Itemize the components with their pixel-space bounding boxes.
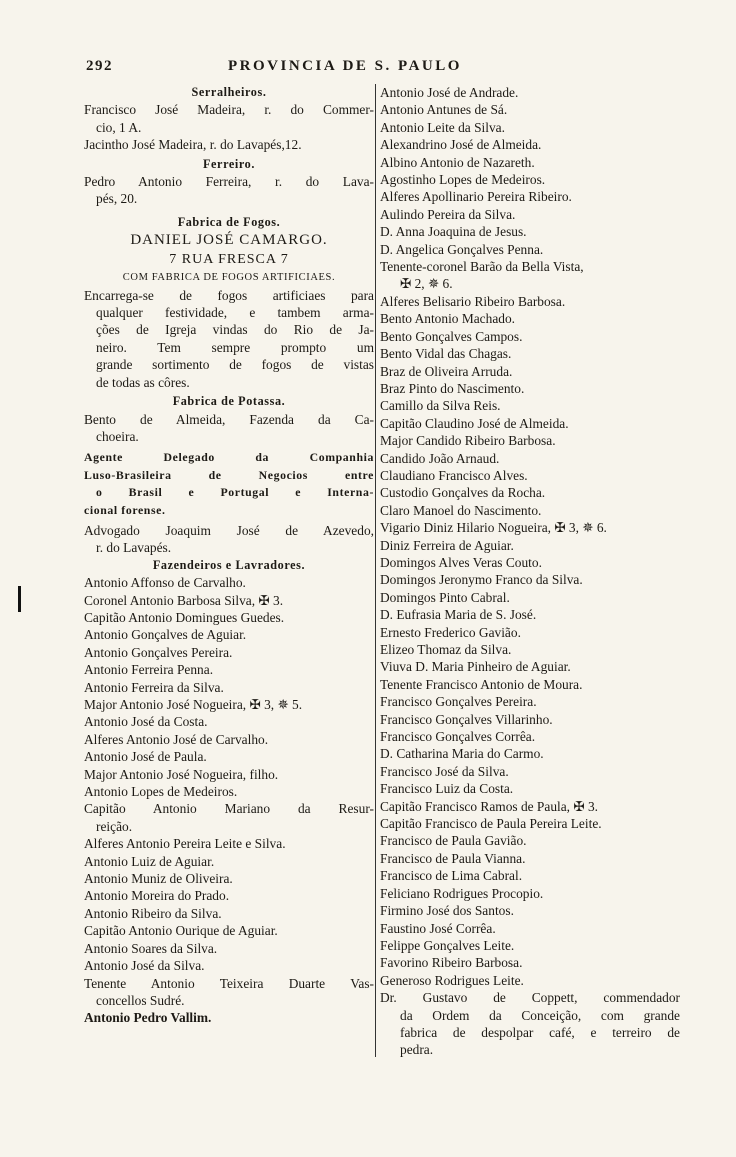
list-item: Claudiano Francisco Alves. xyxy=(380,467,528,483)
list-item: Pedro Antonio Ferreira, r. do Lava- xyxy=(84,174,374,190)
list-item: Elizeo Thomaz da Silva. xyxy=(380,642,512,657)
section-heading-fabrica-fogos: Fabrica de Fogos. xyxy=(177,214,281,229)
list-item: Antonio Gonçalves de Aguiar. xyxy=(84,627,247,643)
margin-mark xyxy=(18,586,21,612)
list-item: choeira. xyxy=(96,428,139,444)
list-item: Antonio Luiz de Aguiar. xyxy=(84,853,215,869)
list-item: Antonio José de Paula. xyxy=(84,749,207,765)
list-item: Bento Gonçalves Campos. xyxy=(380,328,523,344)
list-item: Francisco de Paula Vianna. xyxy=(380,850,526,866)
list-item: pedra. xyxy=(400,1042,434,1058)
page-title: PROVINCIA DE S. PAULO xyxy=(228,58,462,74)
list-item: Coronel Antonio Barbosa Silva, ✠ 3. xyxy=(84,592,284,608)
list-item: Felippe Gonçalves Leite. xyxy=(380,937,515,953)
list-item: Antonio José da Silva. xyxy=(84,958,205,974)
list-item: Francisco José Madeira, r. do Commer- xyxy=(84,102,374,118)
left-column xyxy=(84,84,374,1027)
agente-heading-line: Agente Delegado da Companhia xyxy=(84,450,374,465)
ad-text-line: ções de Igreja vindas do Rio de Ja- xyxy=(96,322,374,338)
fazendeiros-list xyxy=(84,574,374,1027)
list-item: D. Eufrasia Maria de S. José. xyxy=(380,607,537,623)
list-item: Tenente-coronel Barão da Bella Vista, xyxy=(380,259,584,275)
list-item: Francisco de Paula Gavião. xyxy=(380,833,527,849)
list-item: Faustino José Corrêa. xyxy=(380,920,496,936)
list-item: Tenente Francisco Antonio de Moura. xyxy=(380,676,583,692)
list-item: Favorino Ribeiro Barbosa. xyxy=(380,955,523,971)
list-item: Domingos Alves Veras Couto. xyxy=(380,554,542,570)
list-item: Domingos Pinto Cabral. xyxy=(380,589,510,605)
list-item: Antonio Gonçalves Pereira. xyxy=(84,644,233,660)
list-item: Viuva D. Maria Pinheiro de Aguiar. xyxy=(380,659,571,675)
list-item: Antonio Ferreira da Silva. xyxy=(84,679,224,695)
ad-text-line: qualquer festividade, e tambem arma- xyxy=(96,305,374,321)
list-item: Braz de Oliveira Arruda. xyxy=(380,363,513,379)
list-item: Feliciano Rodrigues Procopio. xyxy=(380,885,544,901)
section-heading-fabrica-potassa: Fabrica de Potassa. xyxy=(172,394,286,409)
list-item: ✠ 2, ✵ 6. xyxy=(400,276,453,292)
list-item: Capitão Claudino José de Almeida. xyxy=(380,415,569,431)
list-item: Francisco José da Silva. xyxy=(380,763,509,779)
list-item: Antonio Leite da Silva. xyxy=(380,119,505,135)
agente-heading-line: Luso-Brasileira de Negocios entre xyxy=(84,467,374,482)
ad-text-line: neiro. Tem sempre prompto um xyxy=(96,339,374,355)
list-item: reição. xyxy=(96,818,133,834)
list-item: concellos Sudré. xyxy=(96,992,185,1008)
list-item: pés, 20. xyxy=(96,191,138,207)
agente-heading-line: o Brasil e Portugal e Interna- xyxy=(96,485,374,500)
list-item: Capitão Antonio Mariano da Resur- xyxy=(84,801,374,817)
list-item: D. Anna Joaquina de Jesus. xyxy=(380,224,527,240)
list-item: Antonio Antunes de Sá. xyxy=(380,102,508,118)
list-item: cio, 1 A. xyxy=(96,119,142,135)
list-item: Advogado Joaquim José de Azevedo, xyxy=(84,522,374,538)
list-item: Alferes Apollinario Pereira Ribeiro. xyxy=(380,189,572,205)
list-item: Aulindo Pereira da Silva. xyxy=(380,206,516,222)
list-item: Antonio José de Andrade. xyxy=(380,85,519,100)
list-item: Antonio Ribeiro da Silva. xyxy=(84,905,222,921)
list-item: Braz Pinto do Nascimento. xyxy=(380,380,525,396)
section-heading-ferreiro: Ferreiro. xyxy=(203,156,255,171)
list-item: Vigario Diniz Hilario Nogueira, ✠ 3, ✵ 6. xyxy=(380,520,607,536)
section-heading-fazendeiros: Fazendeiros e Lavradores. xyxy=(152,557,306,572)
list-item: Bento de Almeida, Fazenda da Ca- xyxy=(84,411,374,427)
ad-text-line: de todas as côres. xyxy=(96,374,190,390)
ad-text-line: grande sortimento de fogos de vistas xyxy=(96,357,374,373)
page-header xyxy=(86,56,650,78)
list-item: Francisco Gonçalves Villarinho. xyxy=(380,711,553,727)
list-item: Diniz Ferreira de Aguiar. xyxy=(380,537,514,553)
list-item: Antonio Soares da Silva. xyxy=(84,940,218,956)
list-item: D. Angelica Gonçalves Penna. xyxy=(380,241,544,257)
list-item: Antonio Affonso de Carvalho. xyxy=(84,575,246,591)
list-item: Dr. Gustavo de Coppett, commendador xyxy=(380,990,680,1006)
list-item: Francisco Luiz da Costa. xyxy=(380,781,514,797)
list-item: Ernesto Frederico Gavião. xyxy=(380,624,521,640)
list-item: Alexandrino José de Almeida. xyxy=(380,137,542,153)
list-item: D. Catharina Maria do Carmo. xyxy=(380,746,544,762)
list-item: Antonio Pedro Vallim. xyxy=(84,1010,212,1026)
list-item: Alferes Belisario Ribeiro Barbosa. xyxy=(380,293,566,309)
list-item: Firmino José dos Santos. xyxy=(380,903,514,919)
ad-subtitle: COM FABRICA DE FOGOS ARTIFICIAES. xyxy=(122,272,336,284)
list-item: Custodio Gonçalves da Rocha. xyxy=(380,485,546,501)
list-item: Francisco de Lima Cabral. xyxy=(380,868,523,884)
list-item: Antonio José da Costa. xyxy=(84,714,208,730)
list-item: Francisco Gonçalves Pereira. xyxy=(380,694,537,710)
list-item: Major Antonio José Nogueira, filho. xyxy=(84,766,279,782)
list-item: Major Candido Ribeiro Barbosa. xyxy=(380,433,556,449)
list-item: Capitão Antonio Domingues Guedes. xyxy=(84,609,285,625)
list-item: Alferes Antonio Pereira Leite e Silva. xyxy=(84,836,286,852)
right-column xyxy=(375,84,680,1057)
list-item: Antonio Ferreira Penna. xyxy=(84,662,214,678)
ad-address: 7 RUA FRESCA 7 xyxy=(169,252,289,268)
ad-text-line: Encarrega-se de fogos artificiaes para xyxy=(84,287,374,303)
list-item: Jacintho José Madeira, r. do Lavapés,12. xyxy=(84,137,302,153)
list-item: Francisco Gonçalves Corrêa. xyxy=(380,729,536,745)
list-item: Bento Antonio Machado. xyxy=(380,311,516,327)
list-item: Antonio Muniz de Oliveira. xyxy=(84,871,233,887)
page-number: 292 xyxy=(86,58,113,74)
list-item: Claro Manoel do Nascimento. xyxy=(380,502,542,518)
list-item: Antonio Lopes de Medeiros. xyxy=(84,784,238,800)
section-heading-serralheiros: Serralheiros. xyxy=(191,85,267,99)
list-item: Agostinho Lopes de Medeiros. xyxy=(380,172,546,188)
list-item: Tenente Antonio Teixeira Duarte Vas- xyxy=(84,975,374,991)
list-item: Candido João Arnaud. xyxy=(380,450,500,466)
list-item: r. do Lavapés. xyxy=(96,540,172,556)
list-item: da Ordem da Conceição, com grande xyxy=(400,1007,680,1023)
list-item: Domingos Jeronymo Franco da Silva. xyxy=(380,572,583,588)
agente-heading-line: cional forense. xyxy=(84,502,166,517)
list-item: Capitão Francisco Ramos de Paula, ✠ 3. xyxy=(380,798,598,814)
list-item: Capitão Francisco de Paula Pereira Leite. xyxy=(380,816,602,832)
list-item: Bento Vidal das Chagas. xyxy=(380,346,512,362)
list-item: Major Antonio José Nogueira, ✠ 3, ✵ 5. xyxy=(84,697,303,712)
list-item: Alferes Antonio José de Carvalho. xyxy=(84,731,269,747)
list-item: Capitão Antonio Ourique de Aguiar. xyxy=(84,923,278,939)
list-item: Albino Antonio de Nazareth. xyxy=(380,154,535,170)
ad-name: DANIEL JOSÉ CAMARGO. xyxy=(130,232,328,249)
list-item: Generoso Rodrigues Leite. xyxy=(380,972,524,988)
list-item: Camillo da Silva Reis. xyxy=(380,398,501,414)
list-item: Antonio Moreira do Prado. xyxy=(84,888,230,904)
list-item: fabrica de despolpar café, e terreiro de xyxy=(400,1024,680,1040)
